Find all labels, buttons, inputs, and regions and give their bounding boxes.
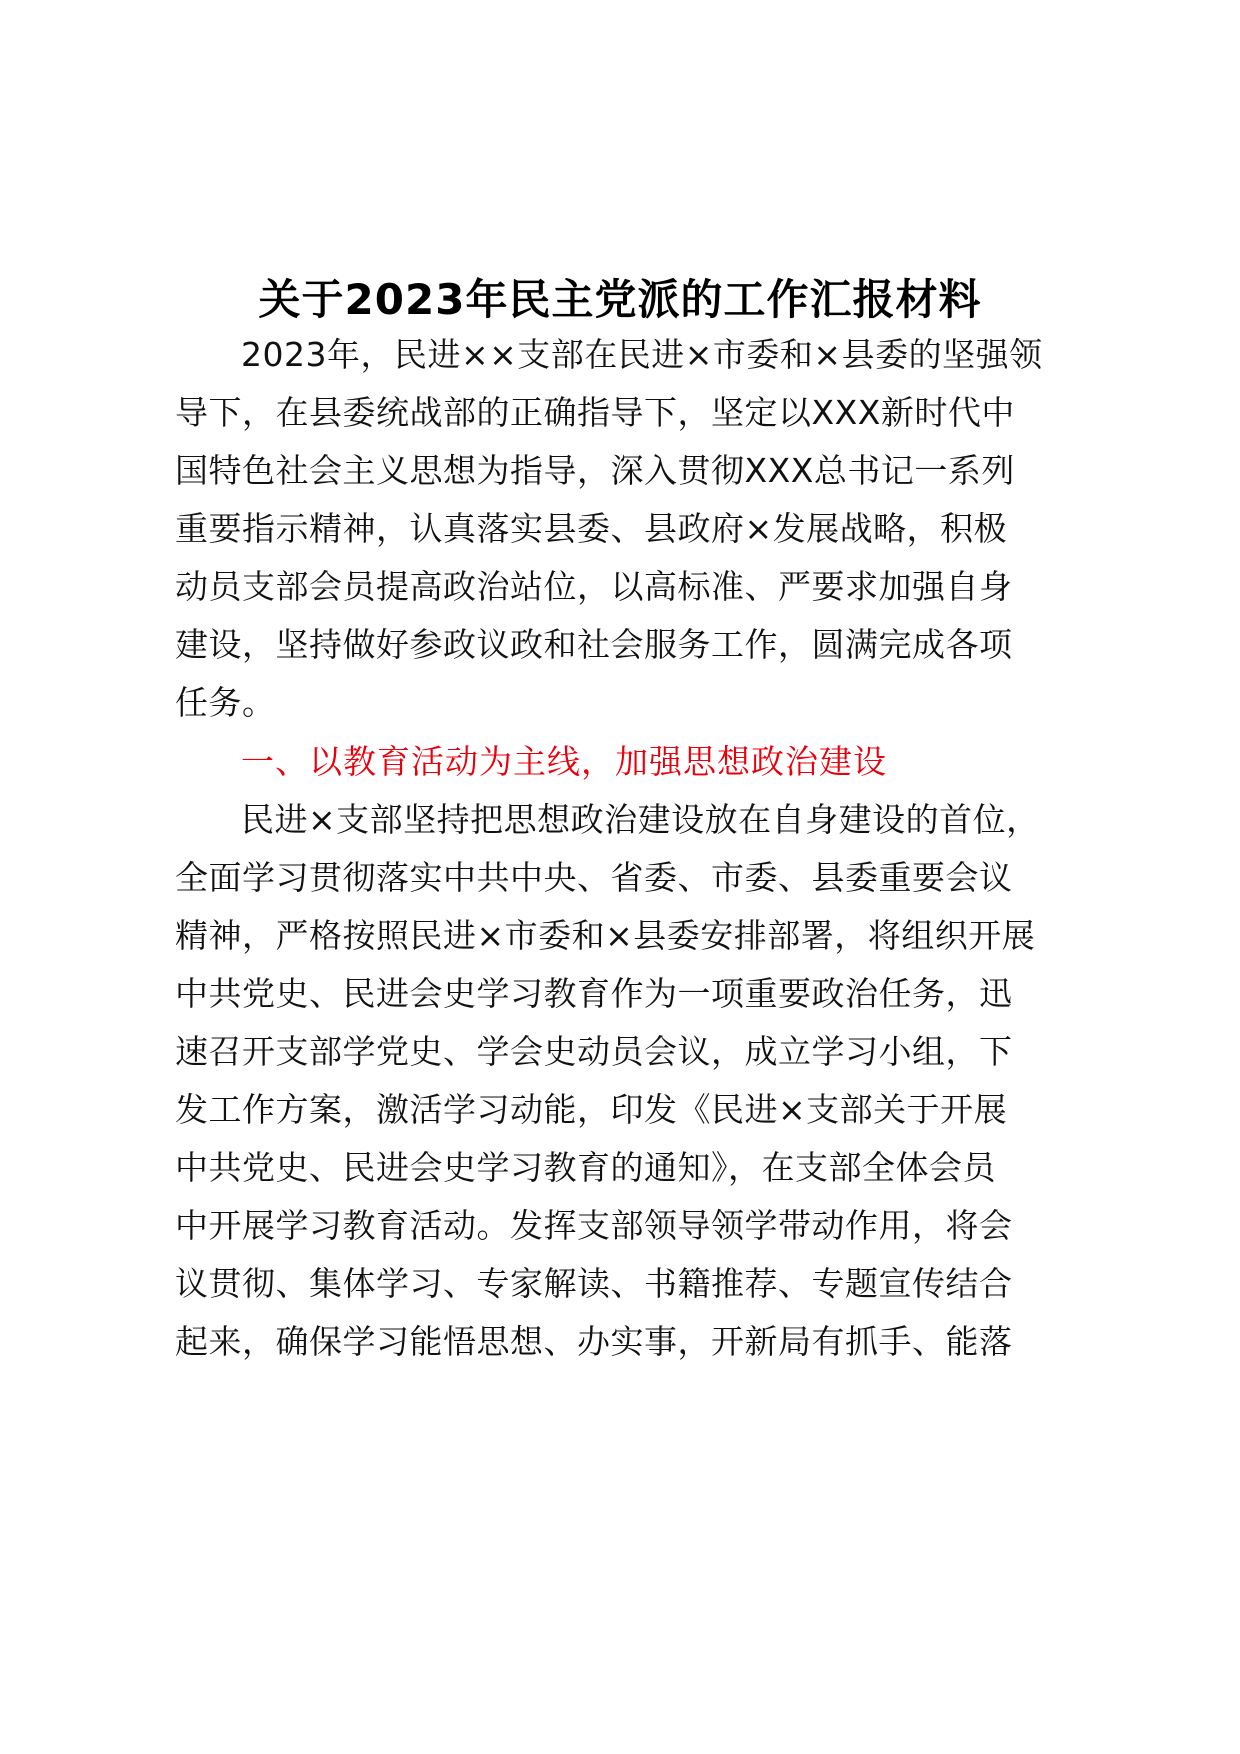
paragraph-2-line: 发工作方案，激活学习动能，印发《民进×支部关于开展 <box>175 1090 1008 1129</box>
paragraph-2-line: 起来，确保学习能悟思想、办实事，开新局有抓手、能落 <box>175 1322 1013 1361</box>
section-heading: 一、以教育活动为主线，加强思想政治建设 <box>241 742 887 781</box>
paragraph-2-line: 中共党史、民进会史学习教育的通知》，在支部全体会员 <box>175 1148 996 1187</box>
paragraph-1-line: 重要指示精神，认真落实县委、县政府×发展战略，积极 <box>175 509 1008 548</box>
paragraph-1-line: 国特色社会主义思想为指导，深入贯彻XXX总书记一系列 <box>175 451 1015 490</box>
paragraph-2-line: 精神，严格按照民进×市委和×县委安排部署，将组织开展 <box>175 916 1036 955</box>
paragraph-1-line: 导下，在县委统战部的正确指导下，坚定以XXX新时代中 <box>175 393 1015 432</box>
paragraph-2-line: 速召开支部学党史、学会史动员会议，成立学习小组，下 <box>175 1032 1013 1071</box>
document-title: 关于2023年民主党派的工作汇报材料 <box>258 275 982 324</box>
paragraph-2-line: 全面学习贯彻落实中共中央、省委、市委、县委重要会议 <box>175 858 1013 897</box>
paragraph-1-line: 建设，坚持做好参政议政和社会服务工作，圆满完成各项 <box>175 625 1013 664</box>
paragraph-1-line: 2023年，民进××支部在民进×市委和×县委的坚强领 <box>241 335 1043 374</box>
paragraph-1-line: 动员支部会员提高政治站位，以高标准、严要求加强自身 <box>175 567 1013 606</box>
paragraph-2-line: 中开展学习教育活动。发挥支部领导领学带动作用，将会 <box>175 1206 1013 1245</box>
paragraph-1-line: 任务。 <box>175 683 276 722</box>
paragraph-2-line: 中共党史、民进会史学习教育作为一项重要政治任务，迅 <box>175 974 1013 1013</box>
paragraph-2-line: 议贯彻、集体学习、专家解读、书籍推荐、专题宣传结合 <box>175 1264 1013 1303</box>
paragraph-2-line: 民进×支部坚持把思想政治建设放在自身建设的首位， <box>241 800 1040 839</box>
